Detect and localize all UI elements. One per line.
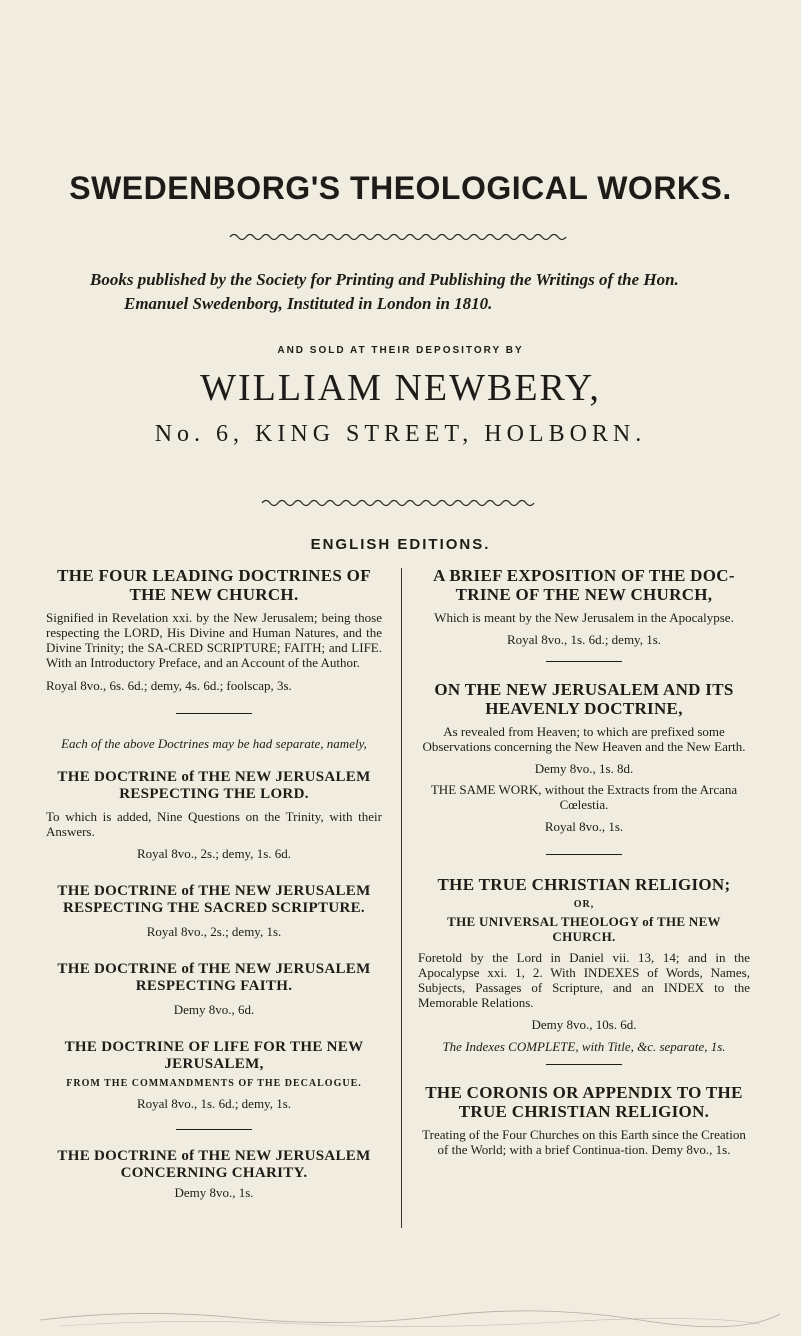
publisher-address: No. 6, KING STREET, HOLBORN.: [154, 421, 647, 447]
section-heading: ENGLISH EDITIONS.: [310, 536, 491, 553]
intro-line-2: Emanuel Swedenborg, Instituted in London in 1810.: [124, 294, 493, 313]
rule: [546, 854, 622, 855]
column-divider: [401, 568, 402, 1228]
entry-note: The Indexes COMPLETE, with Title, &c. separate, 1s.: [442, 1039, 726, 1054]
entry-coronis: [418, 1083, 750, 1157]
left-column: [46, 566, 382, 1200]
entry-doctrine-faith: [46, 961, 382, 1017]
separate-note: Each of the above Doctrines may be had separate, namely,: [61, 736, 367, 751]
publisher-name: WILLIAM NEWBERY,: [200, 367, 601, 409]
intro-line-1: Books published by the Society for Printing and Publishing the Writings of the Hon.: [90, 270, 679, 289]
entry-true-christian-religion: [418, 875, 750, 1054]
entry-body-2: THE SAME WORK, without the Extracts from the Arcana Cœlestia.: [430, 782, 738, 812]
entry-title: THE DOCTRINE OF LIFE FOR THE NEW JERUSALEM,: [64, 1039, 364, 1072]
entry-body: Which is meant by the New Jerusalem in the Apocalypse.: [434, 610, 734, 625]
entry-title: THE DOCTRINE of THE NEW JERUSALEM RESPECTING THE LORD.: [57, 769, 371, 802]
rule: [546, 661, 622, 662]
entry-price: Royal 8vo., 2s.; demy, 1s. 6d.: [136, 846, 292, 861]
entry-new-jerusalem: [418, 680, 750, 834]
entry-title: THE DOCTRINE of THE NEW JERUSALEM RESPECTING FAITH.: [57, 961, 371, 994]
entry-subtitle: THE UNIVERSAL THEOLOGY of THE NEW CHURCH.: [447, 914, 721, 944]
rule: [176, 1129, 252, 1130]
entry-title: THE FOUR LEADING DOCTRINES OF THE NEW CHURCH.: [57, 566, 371, 604]
entry-doctrine-lord: [46, 769, 382, 861]
intro-text: [90, 268, 730, 316]
wavy-ornament-top: [0, 230, 801, 244]
page-title: SWEDENBORG'S THEOLOGICAL WORKS.: [69, 170, 732, 206]
entry-body: Treating of the Four Churches on this Earth since the Creation of the World; with a brief Continua-tion. Demy 8vo., 1s.: [422, 1127, 746, 1157]
entry-body: Foretold by the Lord in Daniel vii. 13, 14; and in the Apocalypse xxi. 1, 2. With INDEXES of Words, Names, Subjects, Passages of Scripture, and an INDEX to the Memorable Relations.: [418, 950, 750, 1010]
entry-doctrine-charity: [46, 1148, 382, 1200]
wavy-ornament-middle: [0, 496, 801, 510]
sold-by-line: AND SOLD AT THEIR DEPOSITORY BY: [277, 345, 524, 356]
entry-price: Demy 8vo., 1s.: [174, 1185, 254, 1200]
right-column: [418, 566, 750, 1157]
entry-price: Royal 8vo., 1s. 6d.; demy, 1s.: [506, 632, 662, 647]
entry-price: Demy 8vo., 6d.: [173, 1002, 255, 1017]
entry-title: THE TRUE CHRISTIAN RELIGION;: [437, 875, 731, 894]
entry-or: OR,: [573, 899, 595, 910]
entry-body: To which is added, Nine Questions on the Trinity, with their Answers.: [46, 809, 382, 839]
entry-title: ON THE NEW JERUSALEM AND ITS HEAVENLY DOCTRINE,: [434, 680, 734, 718]
entry-doctrine-life: [46, 1039, 382, 1111]
entry-body: As revealed from Heaven; to which are prefixed some Observations concerning the New Heaven and the New Earth.: [422, 724, 746, 754]
entry-subtitle: FROM THE COMMANDMENTS OF THE DECALOGUE.: [66, 1078, 362, 1089]
entry-four-leading-doctrines: [46, 566, 382, 693]
entry-price: Demy 8vo., 1s. 8d.: [534, 761, 634, 776]
rule: [176, 713, 252, 714]
entry-title: THE DOCTRINE of THE NEW JERUSALEM RESPECTING THE SACRED SCRIPTURE.: [57, 883, 371, 916]
entry-body: Signified in Revelation xxi. by the New Jerusalem; being those respecting the LORD, His Divine and Human Natures, and the Divine Trinity; the SA-CRED SCRIPTURE; FAITH; and LIFE. With an Introductory Preface, and an Account of the Author.: [46, 610, 382, 670]
entry-price: Royal 8vo., 6s. 6d.; demy, 4s. 6d.; foolscap, 3s.: [46, 678, 292, 693]
rule: [546, 1064, 622, 1065]
entry-price: Royal 8vo., 1s. 6d.; demy, 1s.: [136, 1096, 292, 1111]
entry-brief-exposition: [418, 566, 750, 647]
entry-price-2: Royal 8vo., 1s.: [544, 819, 624, 834]
entry-price: Demy 8vo., 10s. 6d.: [531, 1017, 637, 1032]
entry-doctrine-scripture: [46, 883, 382, 939]
entry-price: Royal 8vo., 2s.; demy, 1s.: [146, 924, 282, 939]
entry-title: THE CORONIS OR APPENDIX TO THE TRUE CHRISTIAN RELIGION.: [425, 1083, 743, 1121]
entry-title: A BRIEF EXPOSITION OF THE DOC-TRINE OF THE NEW CHURCH,: [433, 566, 735, 604]
entry-title: THE DOCTRINE of THE NEW JERUSALEM CONCERNING CHARITY.: [57, 1148, 371, 1181]
bottom-scratch-ornament: [0, 1300, 801, 1330]
